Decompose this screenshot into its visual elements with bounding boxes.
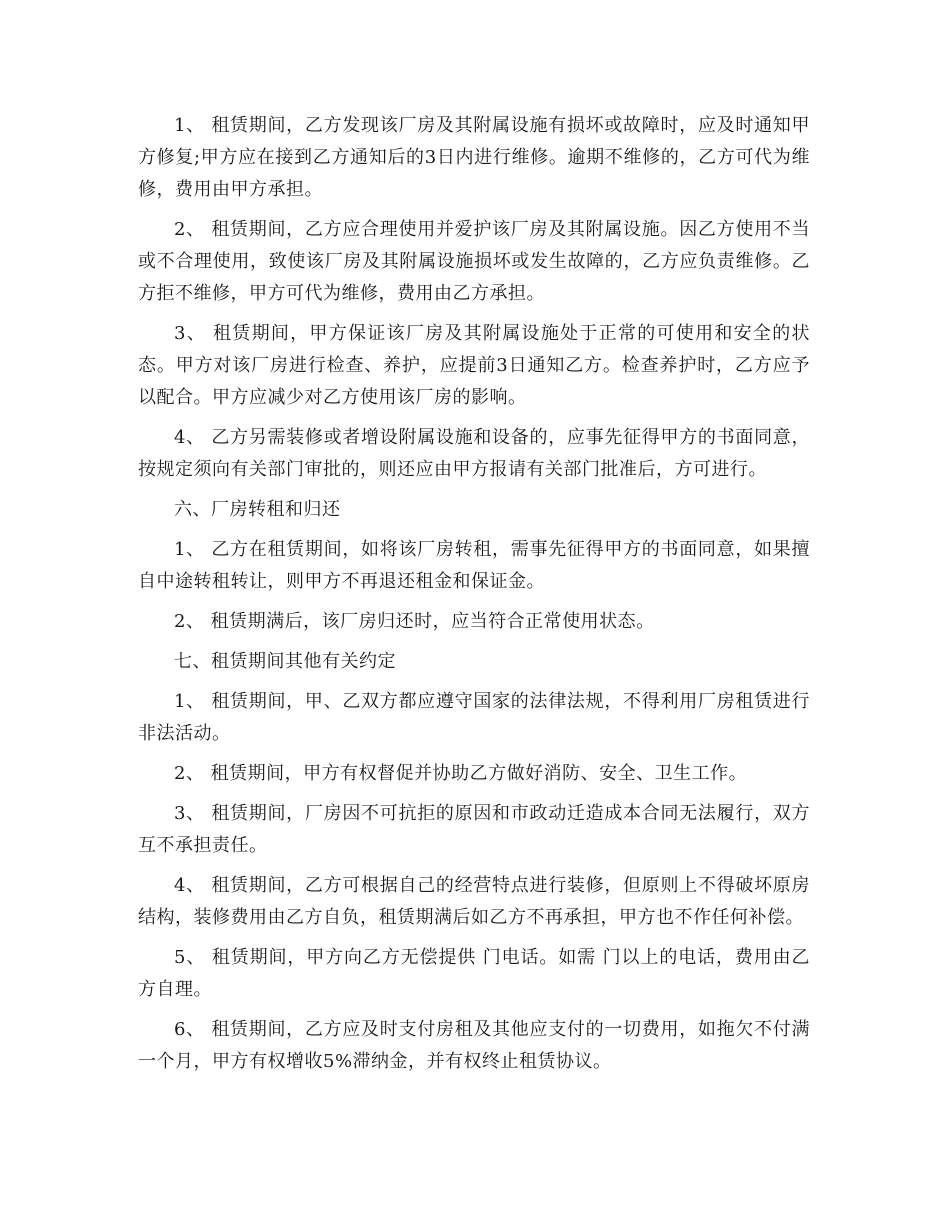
section-heading: 七、租赁期间其他有关约定 [174, 651, 396, 672]
clause-paragraph: 1、 租赁期间，甲、乙双方都应遵守国家的法律法规，不得利用厂房租赁进行非法活动。 [138, 691, 810, 744]
clause-paragraph: 1、 乙方在租赁期间，如将该厂房转租，需事先征得甲方的书面同意，如果擅自中途转租转让，则甲方不再退还租金和保证金。 [138, 539, 810, 592]
clause-paragraph: 2、 租赁期间，乙方应合理使用并爱护该厂房及其附属设施。因乙方使用不当或不合理使用，致使该厂房及其附属设施损坏或发生故障的，乙方应负责维修。乙方拒不维修，甲方可代为维修，费用由乙方承担。 [138, 219, 810, 304]
section-heading: 六、厂房转租和归还 [174, 499, 341, 520]
clause-paragraph: 5、 租赁期间，甲方向乙方无偿提供 门电话。如需 门以上的电话，费用由乙方自理。 [138, 947, 810, 1000]
clause-paragraph: 3、 租赁期间，厂房因不可抗拒的原因和市政动迁造成本合同无法履行，双方互不承担责任。 [138, 803, 810, 856]
clause-paragraph: 4、 乙方另需装修或者增设附属设施和设备的，应事先征得甲方的书面同意，按规定须向有关部门审批的，则还应由甲方报请有关部门批准后，方可进行。 [138, 427, 810, 480]
clause-paragraph: 1、 租赁期间，乙方发现该厂房及其附属设施有损坏或故障时，应及时通知甲方修复;甲方应在接到乙方通知后的3日内进行维修。逾期不维修的，乙方可代为维修，费用由甲方承担。 [138, 115, 810, 200]
clause-paragraph: 3、 租赁期间，甲方保证该厂房及其附属设施处于正常的可使用和安全的状态。甲方对该厂房进行检查、养护，应提前3日通知乙方。检查养护时，乙方应予以配合。甲方应减少对乙方使用该厂房的影响。 [138, 323, 810, 408]
clause-paragraph: 6、 租赁期间，乙方应及时支付房租及其他应支付的一切费用，如拖欠不付满一个月，甲方有权增收5%滞纳金，并有权终止租赁协议。 [138, 1019, 810, 1072]
clause-paragraph: 2、 租赁期间，甲方有权督促并协助乙方做好消防、安全、卫生工作。 [174, 763, 748, 784]
clause-paragraph: 4、 租赁期间，乙方可根据自己的经营特点进行装修，但原则上不得破坏原房结构，装修费用由乙方自负，租赁期满后如乙方不再承担，甲方也不作任何补偿。 [138, 875, 810, 928]
clause-paragraph: 2、 租赁期满后，该厂房归还时，应当符合正常使用状态。 [174, 611, 655, 632]
document-body [138, 110, 810, 1086]
